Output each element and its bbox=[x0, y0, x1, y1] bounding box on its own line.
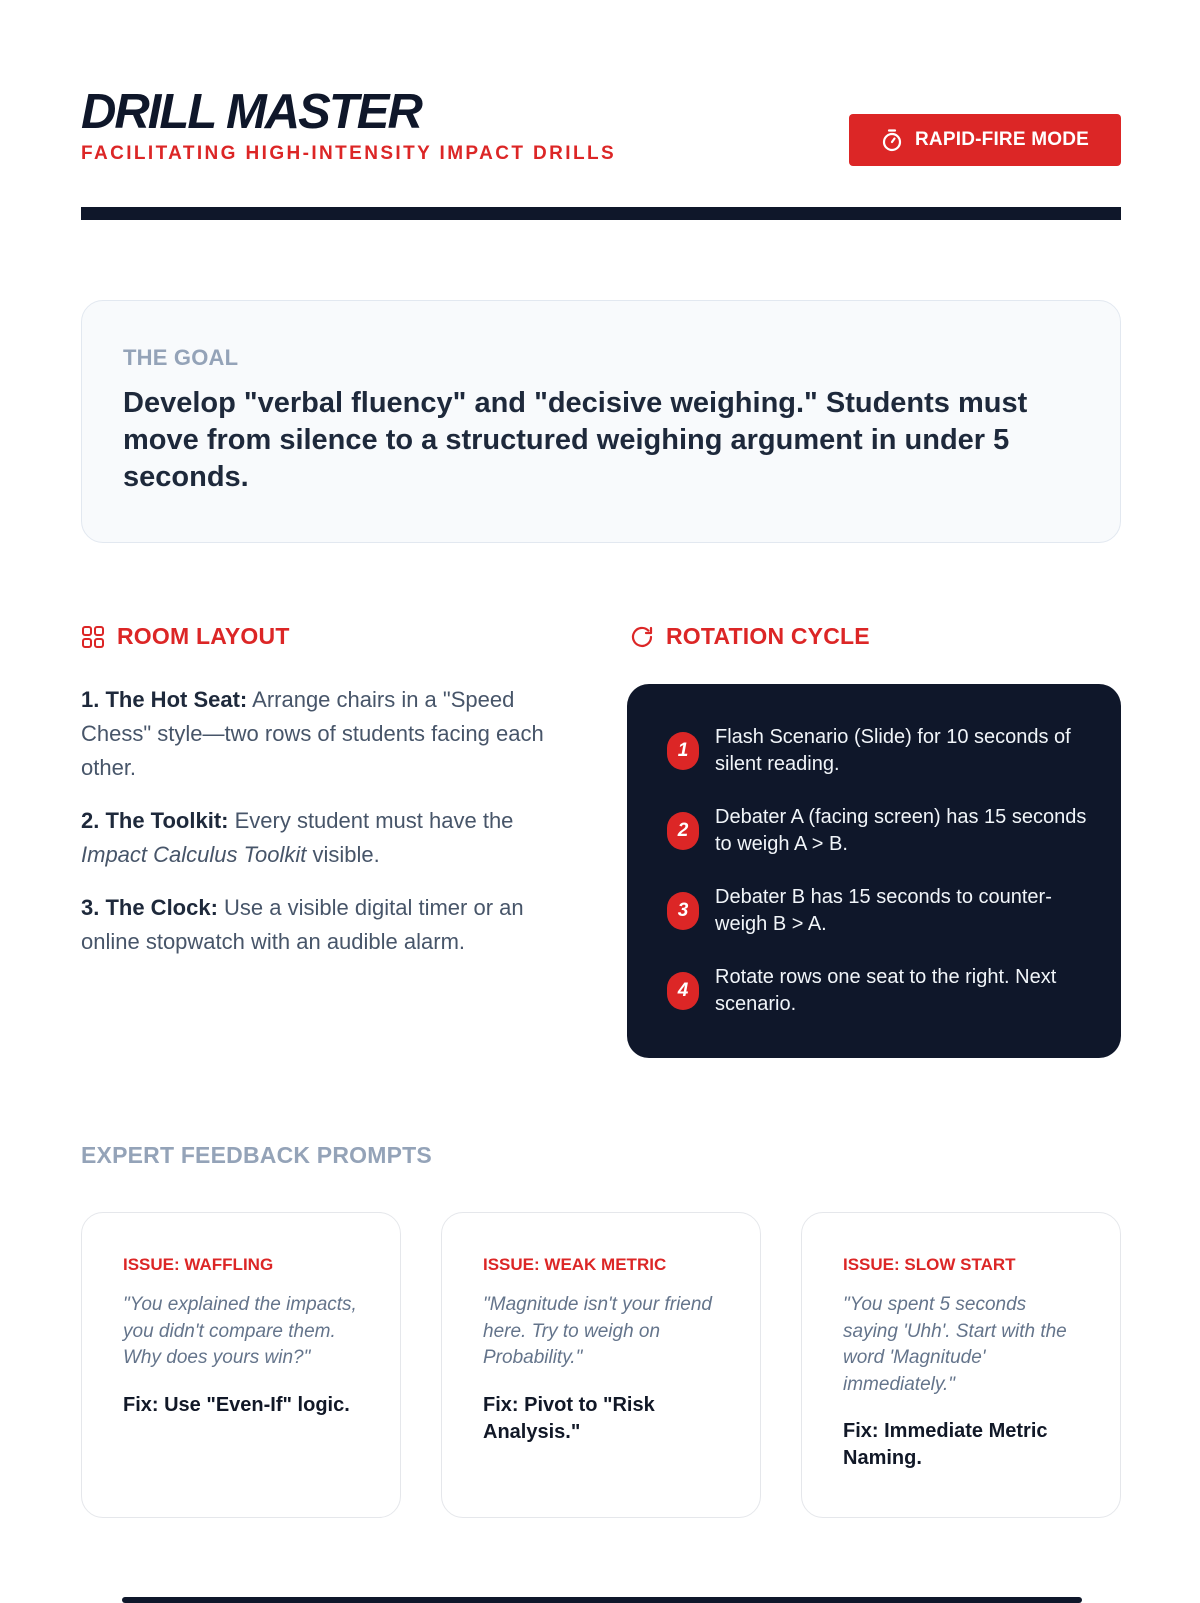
rotation-cycle-panel bbox=[627, 684, 1121, 1058]
room-layout-item bbox=[81, 891, 571, 959]
feedback-section-title: EXPERT FEEDBACK PROMPTS bbox=[81, 1142, 432, 1168]
rapid-fire-mode-button[interactable] bbox=[849, 114, 1121, 166]
page-subtitle: FACILITATING HIGH-INTENSITY IMPACT DRILLS bbox=[81, 143, 617, 164]
item-text-tail: visible. bbox=[306, 842, 380, 867]
item-lead: 2. The Toolkit: bbox=[81, 808, 229, 833]
feedback-fix: Fix: Use "Even-If" logic. bbox=[123, 1393, 350, 1416]
step-text: Rotate rows one seat to the right. Next scenario. bbox=[715, 966, 1057, 1015]
feedback-card bbox=[801, 1212, 1121, 1518]
rotation-step bbox=[667, 964, 1087, 1018]
item-emphasis: Impact Calculus Toolkit bbox=[81, 842, 307, 867]
feedback-quote: "Magnitude isn't your friend here. Try to weigh on Probability." bbox=[483, 1294, 712, 1368]
rotation-step bbox=[667, 804, 1087, 858]
feedback-issue: ISSUE: WAFFLING bbox=[123, 1255, 274, 1274]
step-text: Flash Scenario (Slide) for 10 seconds of silent reading. bbox=[715, 726, 1071, 775]
item-text: Every student must have the bbox=[228, 808, 514, 833]
goal-card bbox=[81, 300, 1121, 543]
rotation-cycle-title: ROTATION CYCLE bbox=[666, 623, 870, 649]
step-number: 2 bbox=[667, 812, 699, 850]
rotate-icon bbox=[630, 625, 654, 649]
feedback-card bbox=[441, 1212, 761, 1518]
item-text: Arrange chairs in a "Speed Chess" style—two rows of students facing each other. bbox=[81, 687, 544, 780]
feedback-fix: Fix: Pivot to "Risk Analysis." bbox=[483, 1393, 655, 1443]
feedback-quote: "You explained the impacts, you didn't compare them. Why does yours win?" bbox=[123, 1294, 357, 1368]
grid-icon bbox=[81, 625, 105, 649]
rapid-fire-mode-label: RAPID-FIRE MODE bbox=[915, 129, 1089, 150]
feedback-issue: ISSUE: WEAK METRIC bbox=[483, 1255, 667, 1274]
item-lead: 3. The Clock: bbox=[81, 895, 218, 920]
step-number: 1 bbox=[667, 732, 699, 770]
step-text: Debater A (facing screen) has 15 seconds to weigh A > B. bbox=[715, 806, 1087, 855]
room-layout-list bbox=[81, 683, 571, 978]
rotation-cycle-heading bbox=[630, 623, 870, 650]
step-number: 4 bbox=[667, 972, 699, 1010]
feedback-quote: "You spent 5 seconds saying 'Uhh'. Start with the word 'Magnitude' immediately." bbox=[843, 1294, 1067, 1395]
item-text: Use a visible digital timer or an online stopwatch with an audible alarm. bbox=[81, 895, 524, 954]
page-title: DRILL MASTER bbox=[81, 85, 421, 139]
room-layout-heading bbox=[81, 623, 290, 650]
room-layout-item bbox=[81, 683, 571, 785]
step-number: 3 bbox=[667, 892, 699, 930]
header bbox=[81, 86, 1121, 176]
stopwatch-icon bbox=[881, 128, 903, 152]
footer-bar bbox=[122, 1597, 1082, 1603]
item-lead: 1. The Hot Seat: bbox=[81, 687, 248, 712]
feedback-fix: Fix: Immediate Metric Naming. bbox=[843, 1420, 1048, 1469]
step-text: Debater B has 15 seconds to counter-weigh B > A. bbox=[715, 886, 1052, 935]
room-layout-item bbox=[81, 804, 571, 872]
header-divider bbox=[81, 207, 1121, 220]
goal-label: THE GOAL bbox=[123, 345, 239, 370]
rotation-step bbox=[667, 884, 1087, 938]
room-layout-title: ROOM LAYOUT bbox=[117, 623, 290, 649]
rotation-step bbox=[667, 724, 1087, 778]
feedback-issue: ISSUE: SLOW START bbox=[843, 1255, 1016, 1274]
feedback-card bbox=[81, 1212, 401, 1518]
goal-text: Develop "verbal fluency" and "decisive weighing." Students must move from silence to a structured weighing argument in under 5 seconds. bbox=[123, 387, 1028, 493]
